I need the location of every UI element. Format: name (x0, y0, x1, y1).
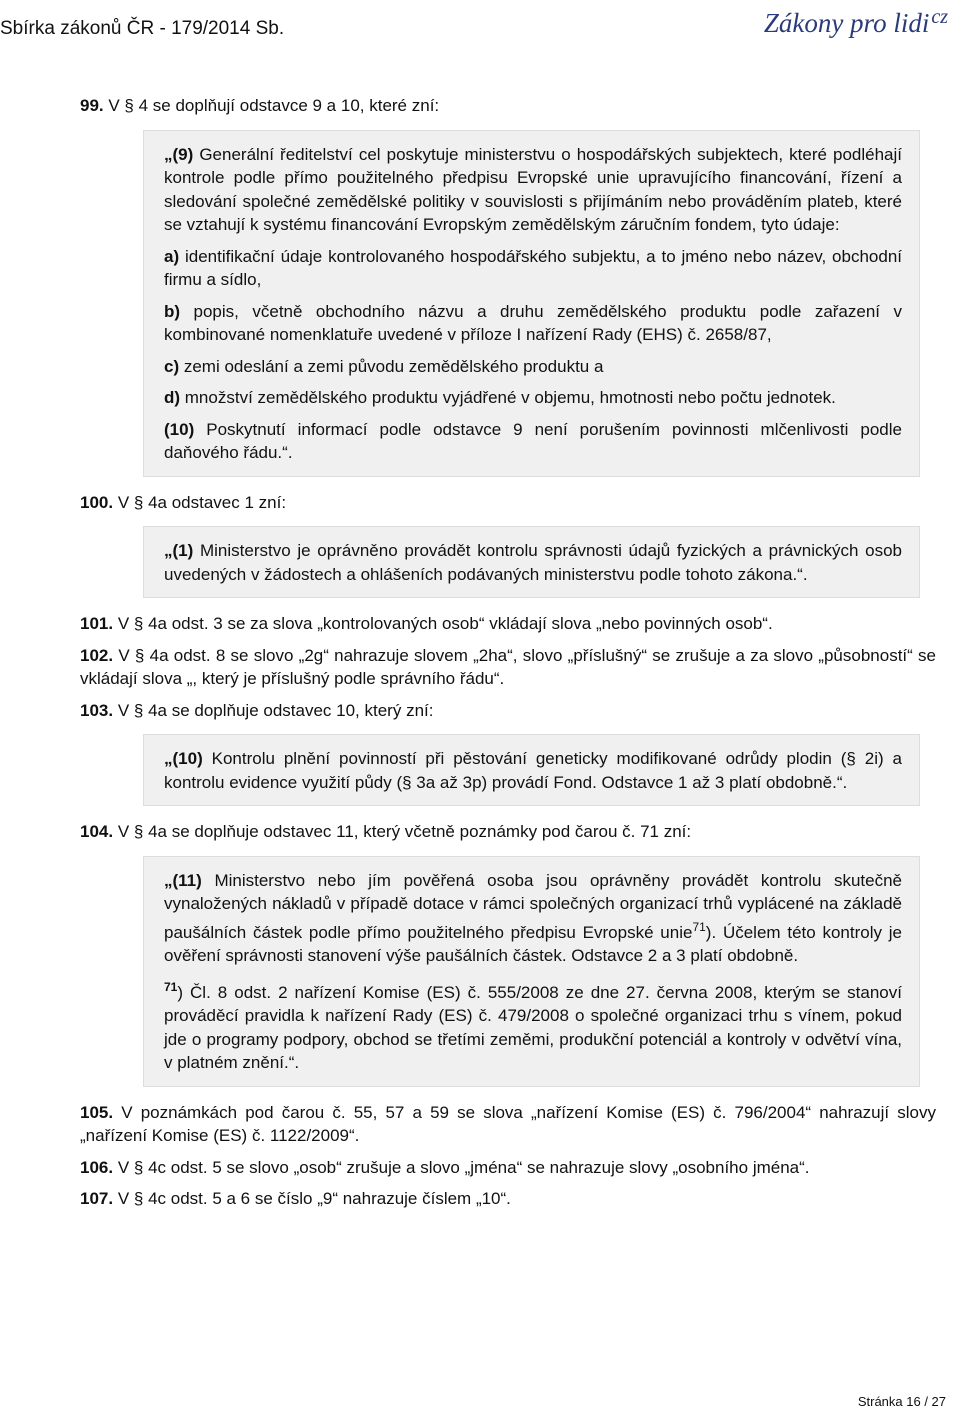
amendment-100 (80, 491, 936, 515)
point-b: b) popis, včetně obchodního názvu a druhu zemědělského produktu podle zařazení v kombinované nomenklatuře uvedené v příloze I nařízení Rady (EHS) č. 2658/87, (164, 301, 902, 344)
amendment-number: 100. (80, 492, 114, 512)
logo-text: Zákony pro lidi (763, 8, 930, 38)
amendment-103 (80, 699, 936, 723)
amendment-99 (80, 94, 936, 118)
amendment-102 (80, 644, 936, 691)
amendment-number: 106. (80, 1157, 114, 1177)
footnote-marker: 71 (164, 979, 178, 994)
quoted-text-box (143, 734, 920, 806)
paragraph-10: (10) Poskytnutí informací podle odstavce 9 není porušením povinnosti mlčenlivosti podle daňového řádu.“. (164, 419, 902, 462)
amendment-text: V § 4 se doplňují odstavce 9 a 10, které zní: (108, 96, 440, 115)
paragraph-11: „(11) Ministerstvo nebo jím pověřená osoba jsou oprávněny provádět kontrolu skutečně vynaložených nákladů v případě dotace v rámci společných organizací trhů vyplácené na základě paušálních částek podle přímo použitelného předpisu Evropské unie$^{71}$). Účelem této kontroly je ověření správnosti stanovení výše paušálních částek. Odstavce 2 a 3 platí obdobně. (164, 870, 902, 965)
amendment-text: V § 4c odst. 5 se slovo „osob“ zrušuje a slovo „jména“ se nahrazuje slovy „osobního jména“. (117, 1157, 810, 1177)
footnote-reference: 71 (692, 919, 706, 934)
amendment-text: V § 4a odst. 3 se za slova „kontrolovaných osob“ vkládají slova „nebo povinných osob“. (117, 614, 773, 633)
document-title: Sbírka zákonů ČR - 179/2014 Sb. (0, 18, 285, 39)
quoted-text-box (143, 130, 920, 477)
amendment-number: 104. (80, 822, 114, 841)
amendment-106 (80, 1156, 936, 1180)
point-c: c) zemi odeslání a zemi původu zemědělského produktu a (164, 356, 604, 376)
quoted-text-box (143, 856, 920, 1087)
amendment-text: V § 4a se doplňuje odstavec 10, který zní: (117, 700, 434, 720)
amendment-number: 102. (80, 645, 114, 665)
amendment-text: V § 4a odstavec 1 zní: (117, 492, 287, 512)
amendment-number: 101. (80, 614, 114, 633)
paragraph-9: „(9) Generální ředitelství cel poskytuje ministerstvu o hospodářských subjektech, které podléhají kontrole podle přímo použitelného předpisu Evropské unie upravujícího financování, řízení a sledování společné zemědělské politiky v souvislosti s přijímáním nebo prováděním plateb, které se vztahují k systému financování Evropským zemědělským záručním fondem, tyto údaje: (164, 144, 902, 234)
document-body (80, 94, 936, 1219)
amendment-number: 99. (80, 96, 104, 115)
amendment-number: 105. (80, 1102, 114, 1122)
amendment-text: V poznámkách pod čarou č. 55, 57 a 59 se slova „nařízení Komise (ES) č. 796/2004“ nahrazují slovy „nařízení Komise (ES) č. 1122/2009“. (80, 1102, 936, 1145)
paragraph-1: „(1) Ministerstvo je oprávněno provádět kontrolu správnosti údajů fyzických a právnických osob uvedených v žádostech a ohlášeních podávaných ministerstvu podle tohoto zákona.“. (164, 541, 902, 584)
amendment-number: 103. (80, 700, 114, 720)
point-d: d) množství zemědělského produktu vyjádřené v objemu, hmotnosti nebo počtu jednotek. (164, 388, 836, 407)
amendment-104 (80, 820, 936, 844)
paragraph-10: „(10) Kontrolu plnění povinností při pěstování geneticky modifikované odrůdy plodin (§ 2i) a kontrolu evidence využití půdy (§ 3a až 3p) provádí Fond. Odstavce 1 až 3 platí obdobně.“. (164, 749, 902, 792)
amendment-text: V § 4c odst. 5 a 6 se číslo „9“ nahrazuje číslem „10“. (117, 1189, 511, 1208)
quoted-text-box (143, 526, 920, 598)
point-a: a) identifikační údaje kontrolovaného hospodářského subjektu, a to jméno nebo název, obchodní firmu a sídlo, (164, 246, 902, 289)
amendment-101 (80, 612, 936, 636)
amendment-105 (80, 1101, 936, 1148)
page-number: Stránka 16 / 27 (857, 1394, 946, 1409)
amendment-text: V § 4a odst. 8 se slovo „2g“ nahrazuje slovem „2ha“, slovo „příslušný“ se zrušuje a za slovo „působností“ se vkládají slova „, který je příslušný podle správního řádu“. (80, 645, 936, 688)
zakony-pro-lidi-logo[interactable] (764, 6, 948, 39)
logo-tld: cz (931, 6, 948, 28)
page-header (0, 0, 960, 58)
amendment-text: V § 4a se doplňuje odstavec 11, který včetně poznámky pod čarou č. 71 zní: (117, 822, 692, 841)
amendment-107 (80, 1187, 936, 1211)
footnote-71: $^{71}$) Čl. 8 odst. 2 nařízení Komise (ES) č. 555/2008 ze dne 27. června 2008, kterým se stanoví prováděcí pravidla k nařízení Rady (ES) č. 479/2008 o společné organizaci trhu s vínem, pokud jde o programy podpory, obchod se třetími zeměmi, produkční potenciál a kontroly v odvětví vína, v platném znění.“. (164, 979, 902, 1072)
amendment-number: 107. (80, 1189, 114, 1208)
